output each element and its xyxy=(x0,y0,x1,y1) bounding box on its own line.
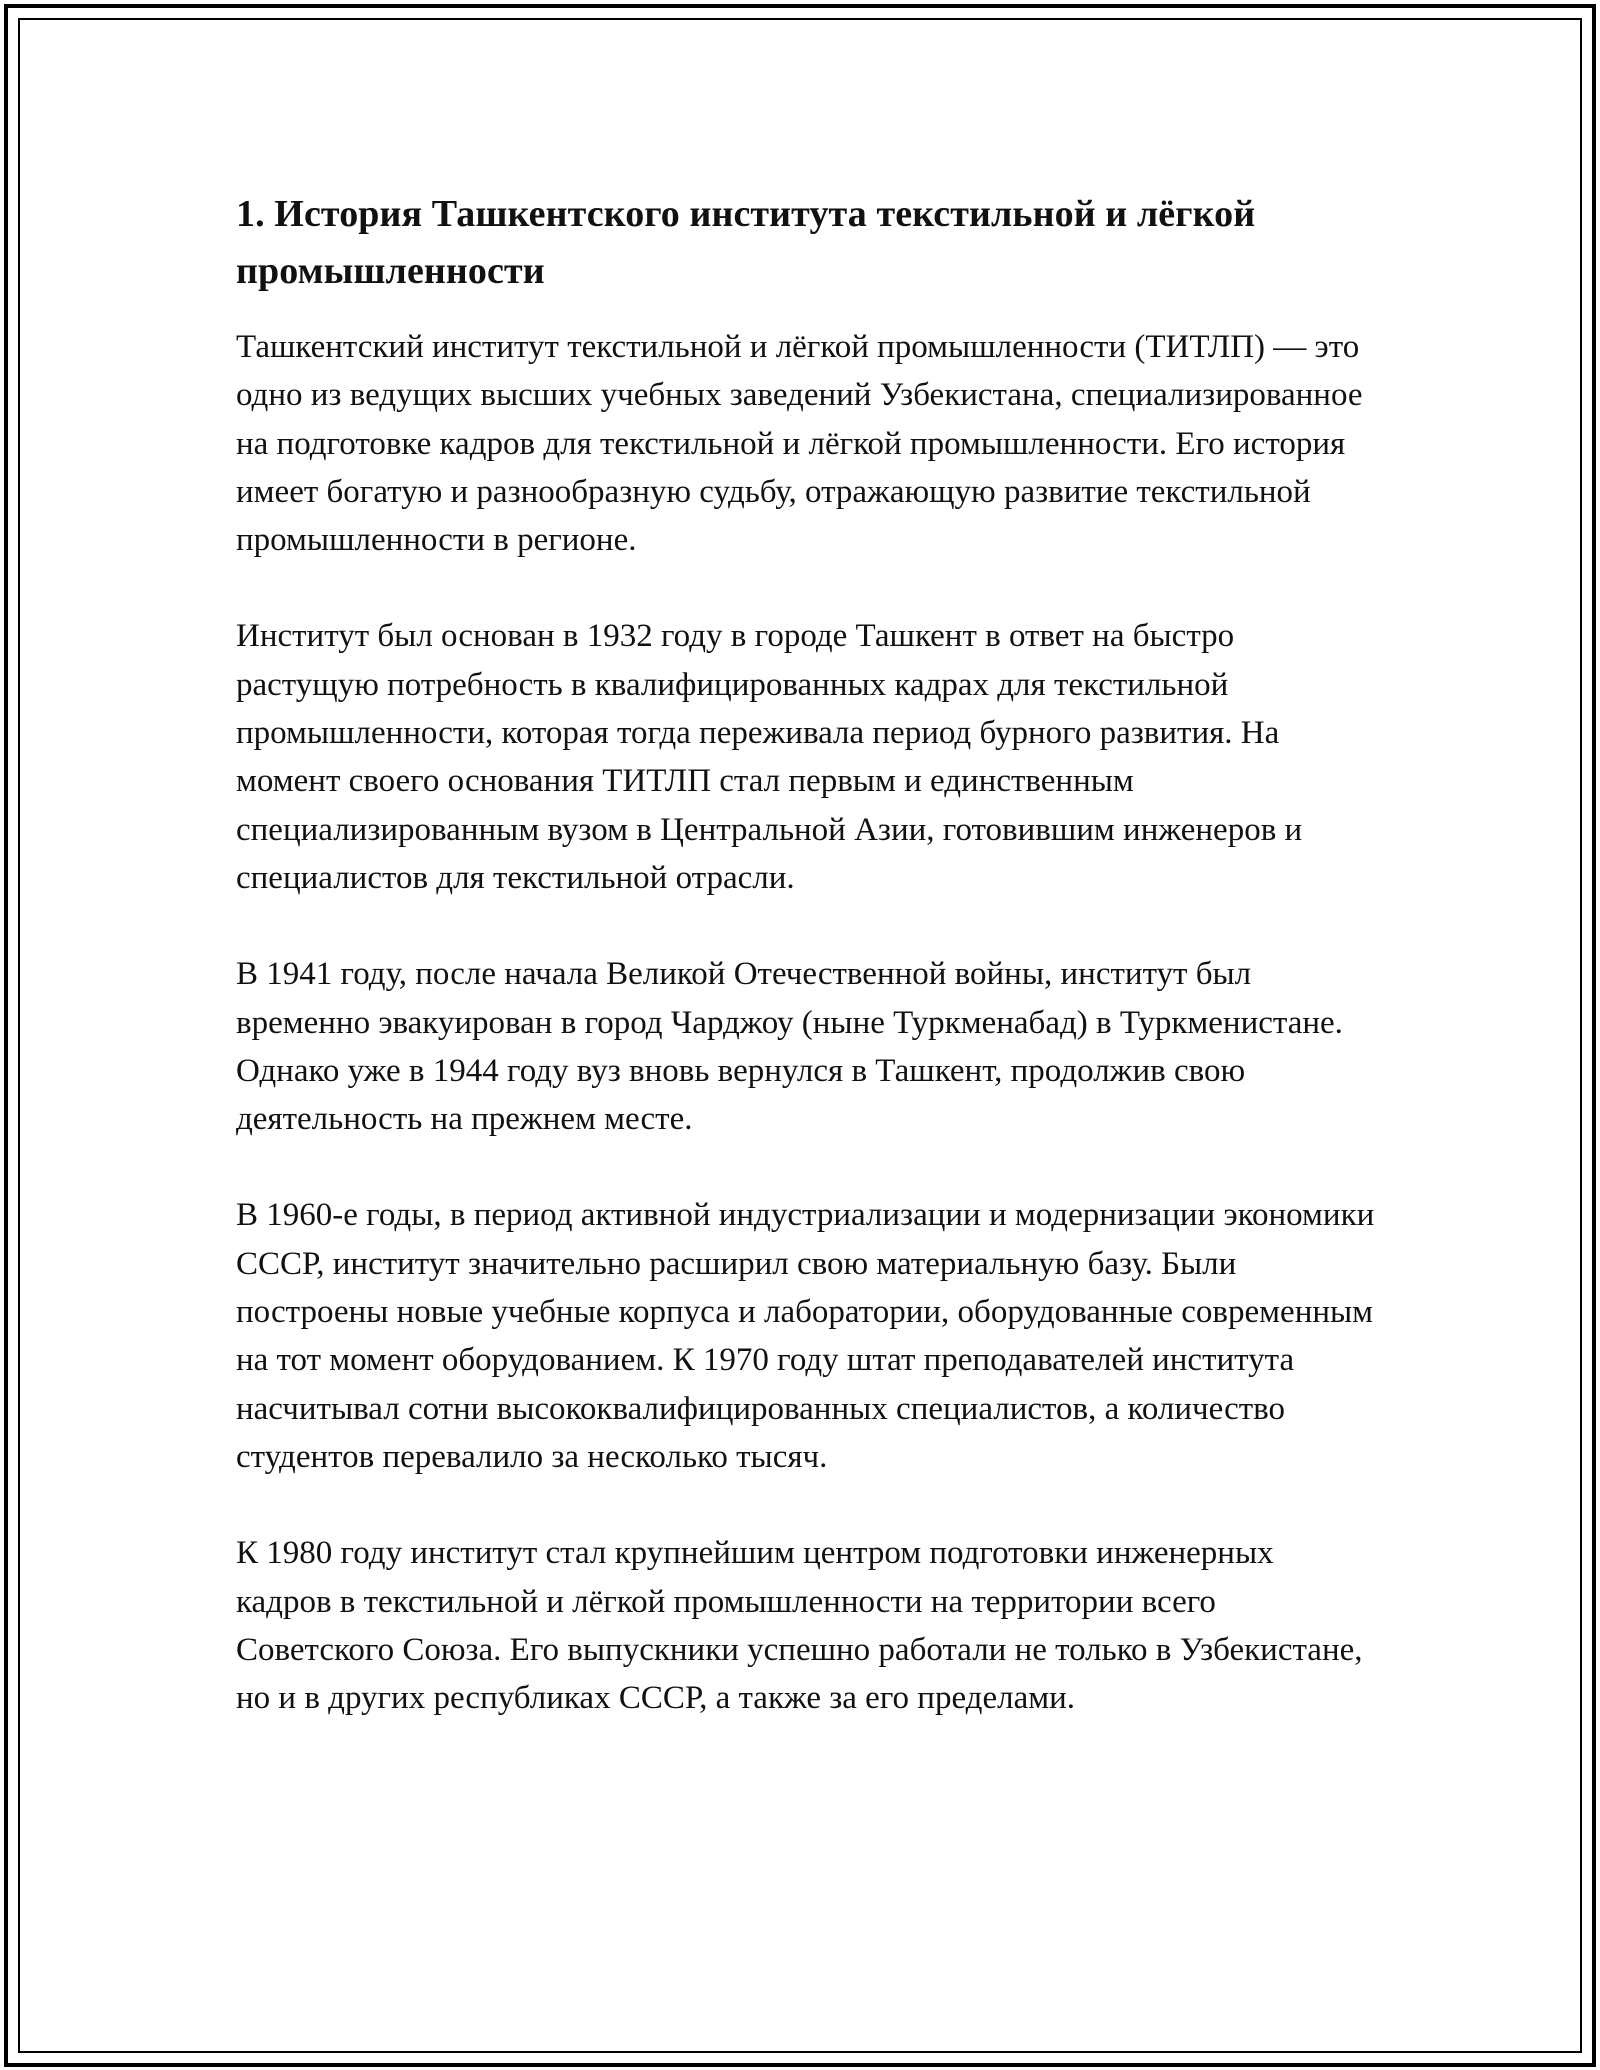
paragraph-founding: Институт был основан в 1932 году в городе Ташкент в ответ на быстро растущую потребность в квалифицированных кадрах для текстильной промышленности, которая тогда переживала период бурного развития. На момент своего основания ТИТЛП стал первым и единственным специализированным вузом в Центральной Азии, готовившим инженеров и специалистов для текстильной отрасли. xyxy=(236,618,1303,896)
paragraph-evacuation: В 1941 году, после начала Великой Отечественной войны, институт был временно эвакуирован в город Чарджоу (ныне Туркменабад) в Туркменистане. Однако уже в 1944 году вуз вновь вернулся в Ташкент, продолжив свою деятельность на прежнем месте. xyxy=(236,956,1343,1138)
paragraph-1960s: В 1960-е годы, в период активной индустриализации и модернизации экономики СССР, институт значительно расширил свою материальную базу. Были построены новые учебные корпуса и лаборатории, оборудованные современным на тот момент оборудованием. К 1970 году штат преподавателей института насчитывал сотни высококвалифицированных специалистов, а количество студентов перевалило за несколько тысяч. xyxy=(236,1197,1375,1475)
document-title: 1. История Ташкентского института текстильной и лёгкой промышленности xyxy=(236,193,1256,292)
document-body xyxy=(236,186,1376,1770)
paragraph-intro: Ташкентский институт текстильной и лёгкой промышленности (ТИТЛП) — это одно из ведущих высших учебных заведений Узбекистана, специализированное на подготовке кадров для текстильной и лёгкой промышленности. Его история имеет богатую и разнообразную судьбу, отражающую развитие текстильной промышленности в регионе. xyxy=(236,329,1363,559)
paragraph-1980s: К 1980 году институт стал крупнейшим центром подготовки инженерных кадров в текстильной и лёгкой промышленности на территории всего Советского Союза. Его выпускники успешно работали не только в Узбекистане, но и в других республиках СССР, а также за его пределами. xyxy=(236,1535,1363,1717)
